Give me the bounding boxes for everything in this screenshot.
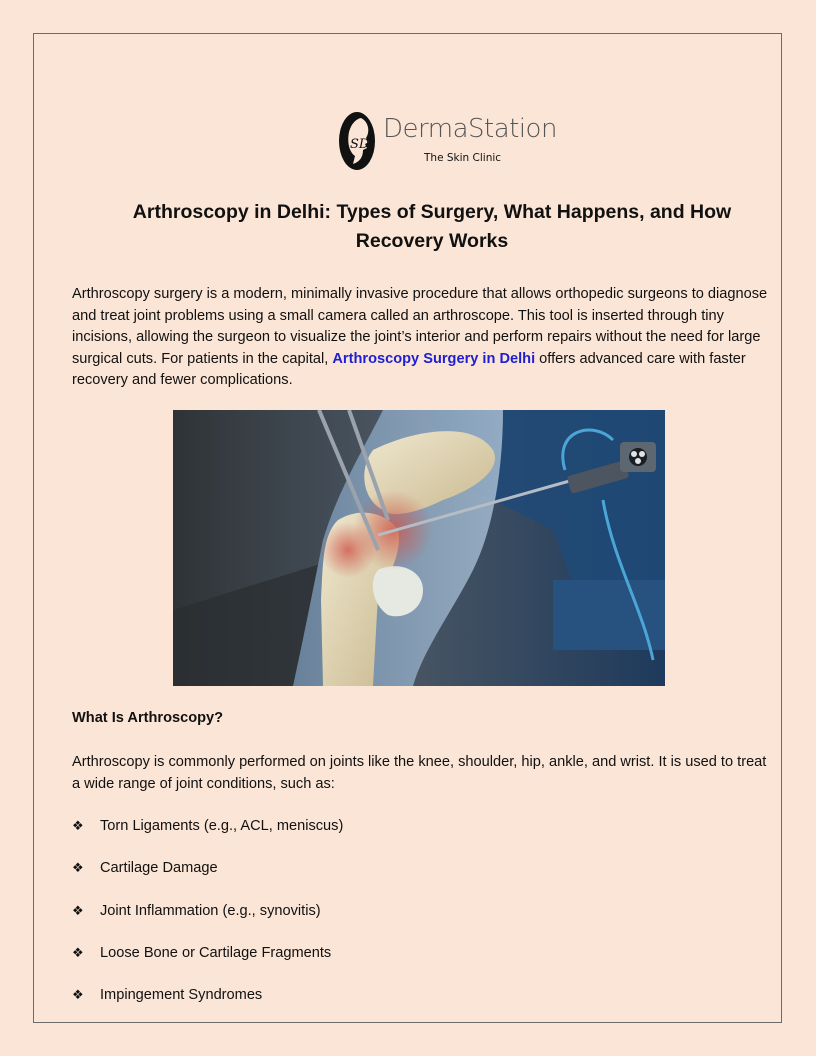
bullet-diamond-icon: ❖ [72,944,84,960]
list-item [72,984,343,1026]
list-item [72,857,343,899]
list-item-text: Torn Ligaments (e.g., ACL, meniscus) [100,818,344,834]
list-item-text: Joint Inflammation (e.g., synovitis) [100,902,321,919]
logo-tagline: The Skin Clinic [424,152,502,164]
knee-arthroscopy-image [173,410,665,686]
arthroscopy-delhi-link[interactable]: Arthroscopy Surgery in Delhi [332,350,536,367]
bullet-diamond-icon: ❖ [72,860,84,876]
list-item-text: Loose Bone or Cartilage Fragments [100,944,332,961]
face-profile-icon [339,112,375,170]
list-item [72,900,343,942]
list-item [72,942,343,984]
page-title [72,198,792,256]
intro-text-end: offers advanced care with faster recovery and fewer complications. [72,350,746,388]
list-item-text: Impingement Syndromes [100,987,263,1004]
bullet-diamond-icon: ❖ [72,818,84,833]
section-paragraph: Arthroscopy is commonly performed on joints like the knee, shoulder, hip, ankle, and wrist. It is used to treat a wide range of joint conditions, such as: [72,754,767,792]
bullet-diamond-icon: ❖ [72,987,84,1003]
section-heading: What Is Arthroscopy? [72,710,224,726]
logo-badge [339,112,375,170]
list-item-text: Cartilage Damage [100,860,218,877]
intro-text-start: Arthroscopy surgery is a modern, minimally invasive procedure that allows orthopedic surgeons to diagnose and treat joint problems using a small camera called an arthroscope. This tool is inserted through tiny incisions, allowing the surgeon to visualize the joint’s interior and perform repairs without the need for large surgical cuts. For patients in the capital, [72,286,768,367]
logo-monogram: SD [350,137,370,152]
logo-brand-name: DermaStation [383,114,557,144]
conditions-list [72,815,343,1026]
title-line-2: Recovery Works [355,230,509,252]
clinic-logo [339,112,557,172]
intro-paragraph [72,284,772,392]
list-item [72,815,343,857]
knee-arthroscopy-illustration [173,410,665,686]
title-line-1: Arthroscopy in Delhi: Types of Surgery, What Happens, and How [132,201,732,223]
bullet-diamond-icon: ❖ [72,902,84,918]
